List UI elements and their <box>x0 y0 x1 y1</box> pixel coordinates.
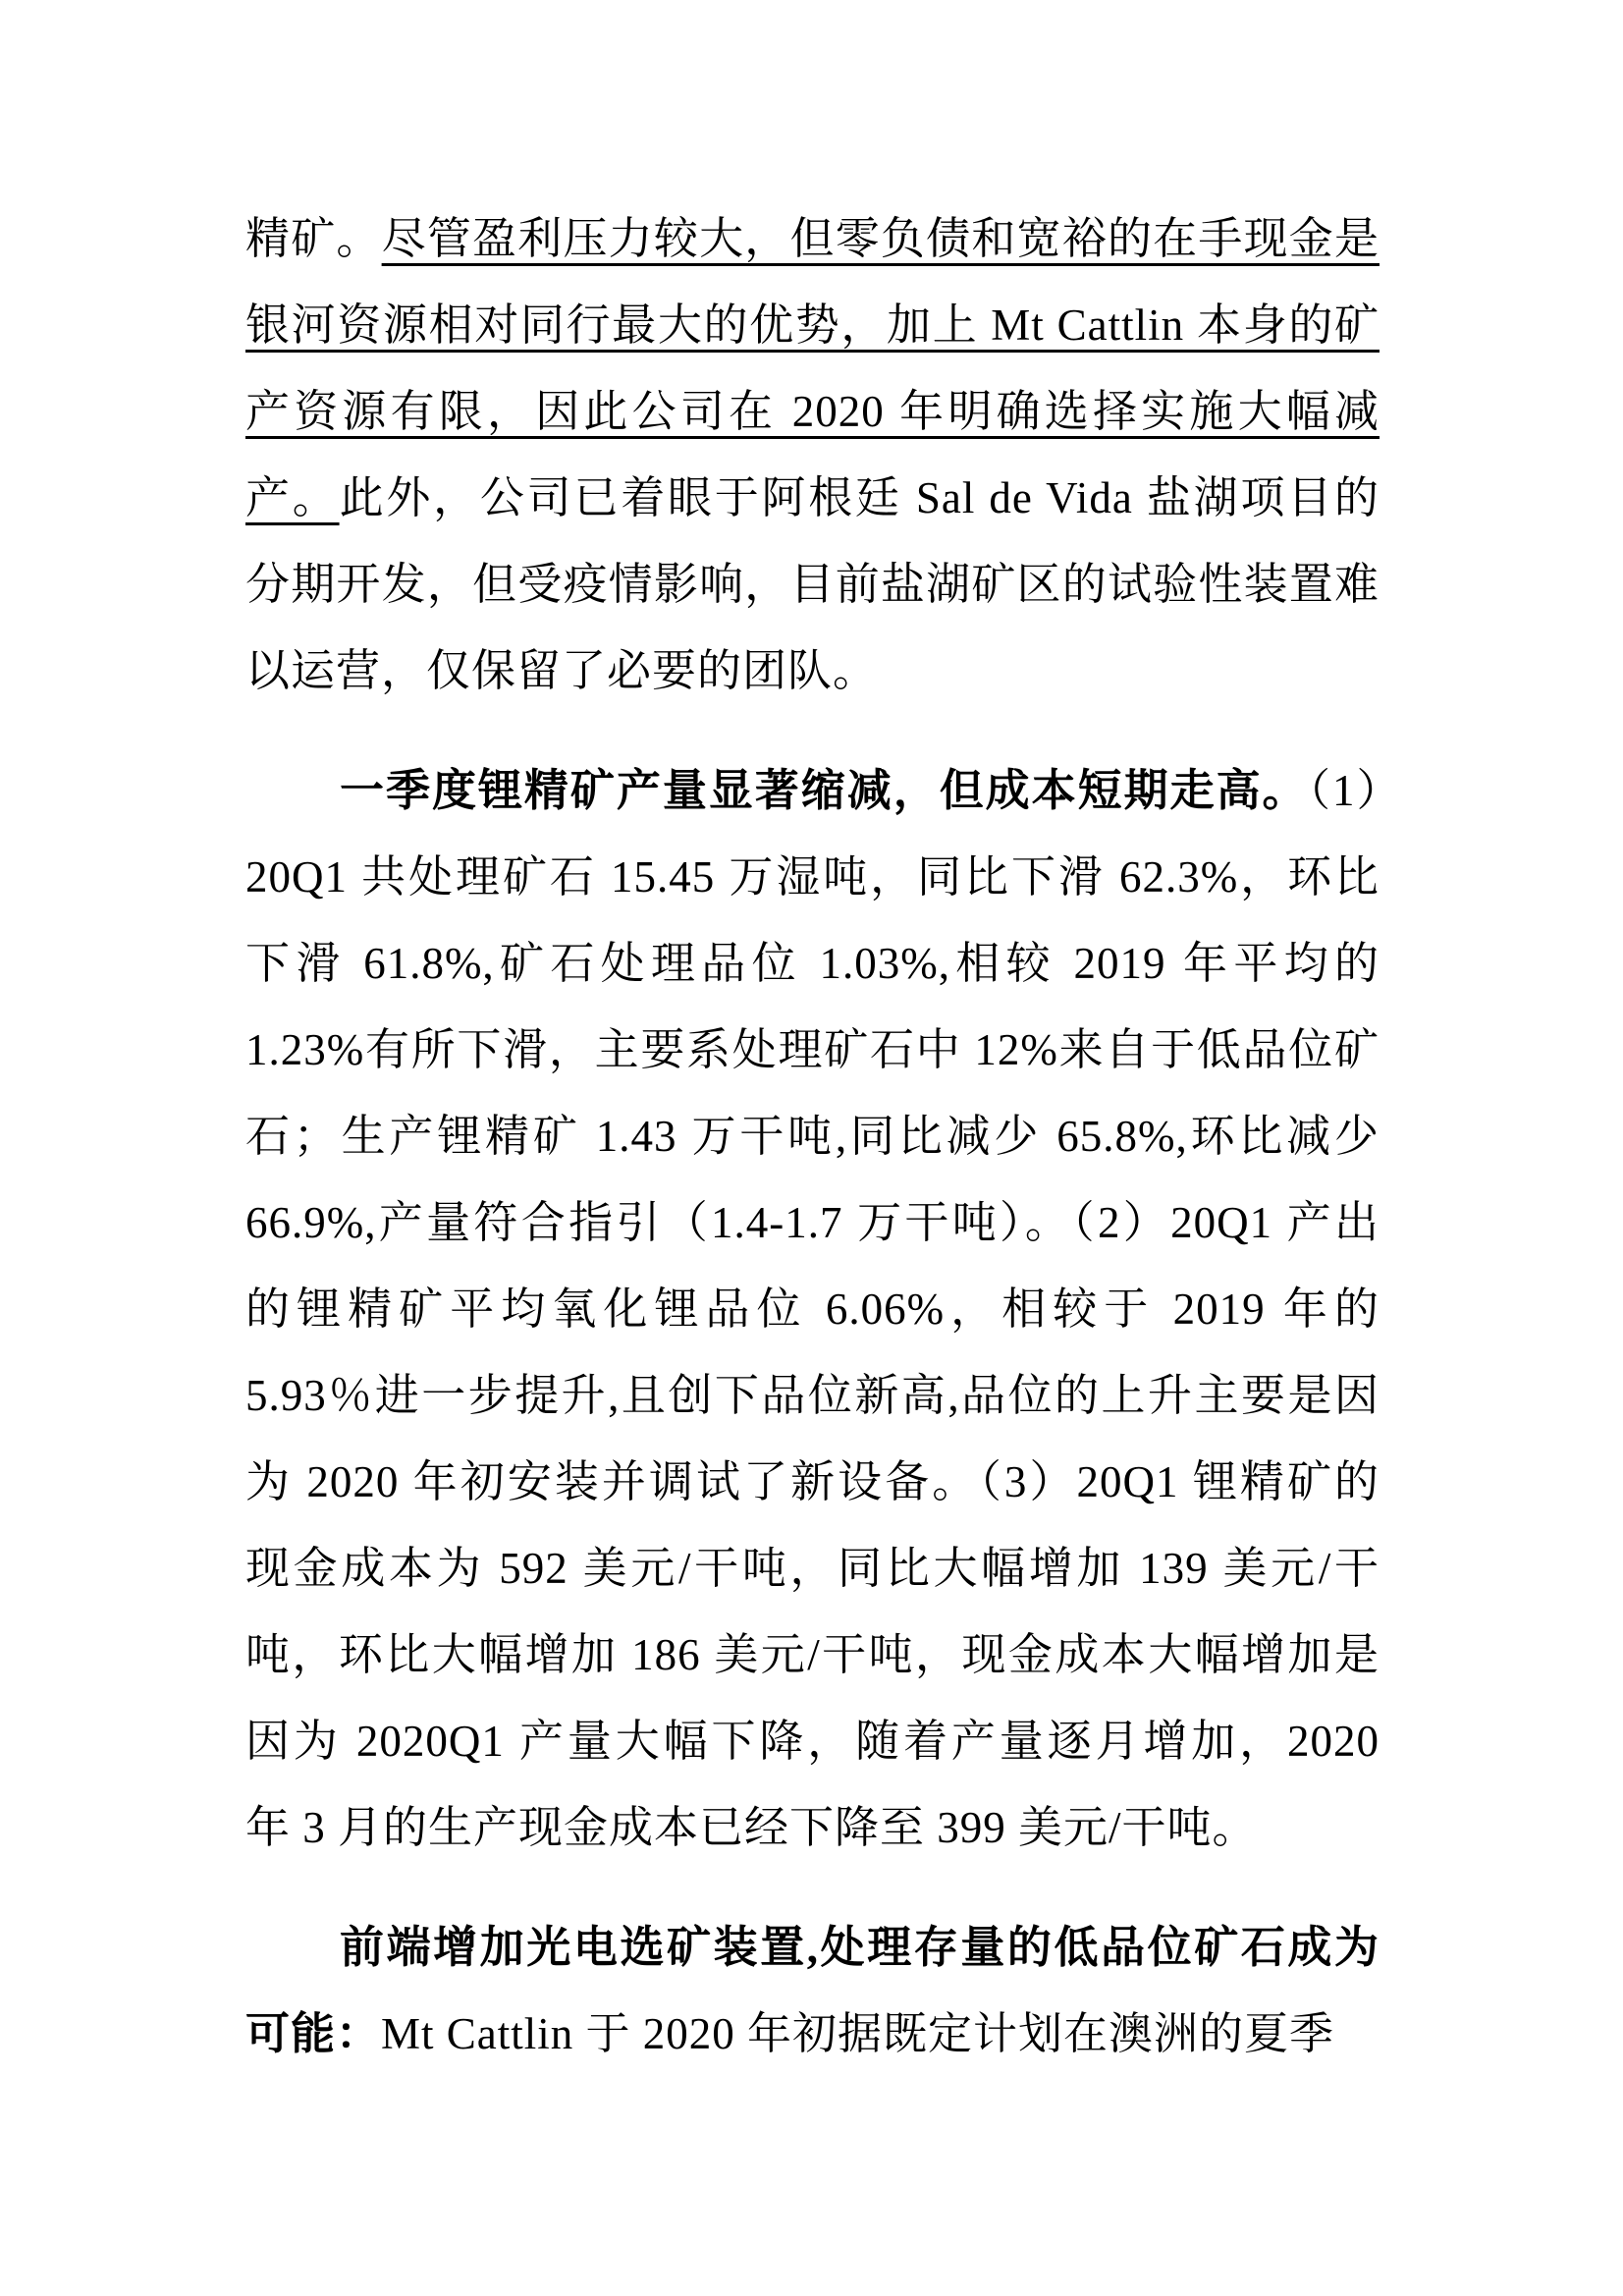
text-run: 此外，公司已着眼于阿根廷 Sal de Vida 盐湖项目的分期开发，但受疫情影响，目前盐湖矿区的试验性装置难以运营，仅保留了必要的团队。 <box>245 473 1380 695</box>
bold-lead-text-run: 前端增加光电选矿装置,处理存量的低品位矿石成为可能： <box>245 1923 1380 2058</box>
paragraph-ore-sorting-plant <box>245 1904 1380 2077</box>
document-page <box>245 195 1380 2077</box>
text-run: 精矿。 <box>245 214 382 263</box>
text-run: Mt Cattlin 于 2020 年初据既定计划在澳洲的夏季 <box>381 2009 1335 2058</box>
paragraph-continuation <box>245 195 1380 714</box>
text-run: （1）20Q1 共处理矿石 15.45 万湿吨，同比下滑 62.3%，环比下滑 61.8%,矿石处理品位 1.03%,相较 2019 年平均的 1.23%有所下滑，主要系处理矿石中 12%来自于低品位矿石；生产锂精矿 1.43 万干吨,同比减少 65.8%,环比减少 66.9%,产量符合指引（1.4-1.7 万干吨）。（2）20Q1 产出的锂精矿平均氧化锂品位 6.06%，相较于 2019 年的 5.93％进一步提升,且创下品位新高,品位的上升主要是因为 2020 年初安装并调试了新设备。（3）20Q1 锂精矿的现金成本为 592 美元/干吨，同比大幅增加 139 美元/干吨，环比大幅增加 186 美元/干吨，现金成本大幅增加是因为 2020Q1 产量大幅下降，随着产量逐月增加，2020 年 3 月的生产现金成本已经下降至 399 美元/干吨。 <box>245 766 1380 1852</box>
bold-lead-text-run: 一季度锂精矿产量显著缩减，但成本短期走高。 <box>340 766 1309 815</box>
paragraph-q1-output-and-cost <box>245 747 1380 1871</box>
underlined-text-run: 尽管盈利压力较大，但零负债和宽裕的在手现金是银河资源相对同行最大的优势，加上 Mt Cattlin 本身的矿产资源有限，因此公司在 2020 年明确选择实施大幅减产。 <box>245 214 1380 522</box>
